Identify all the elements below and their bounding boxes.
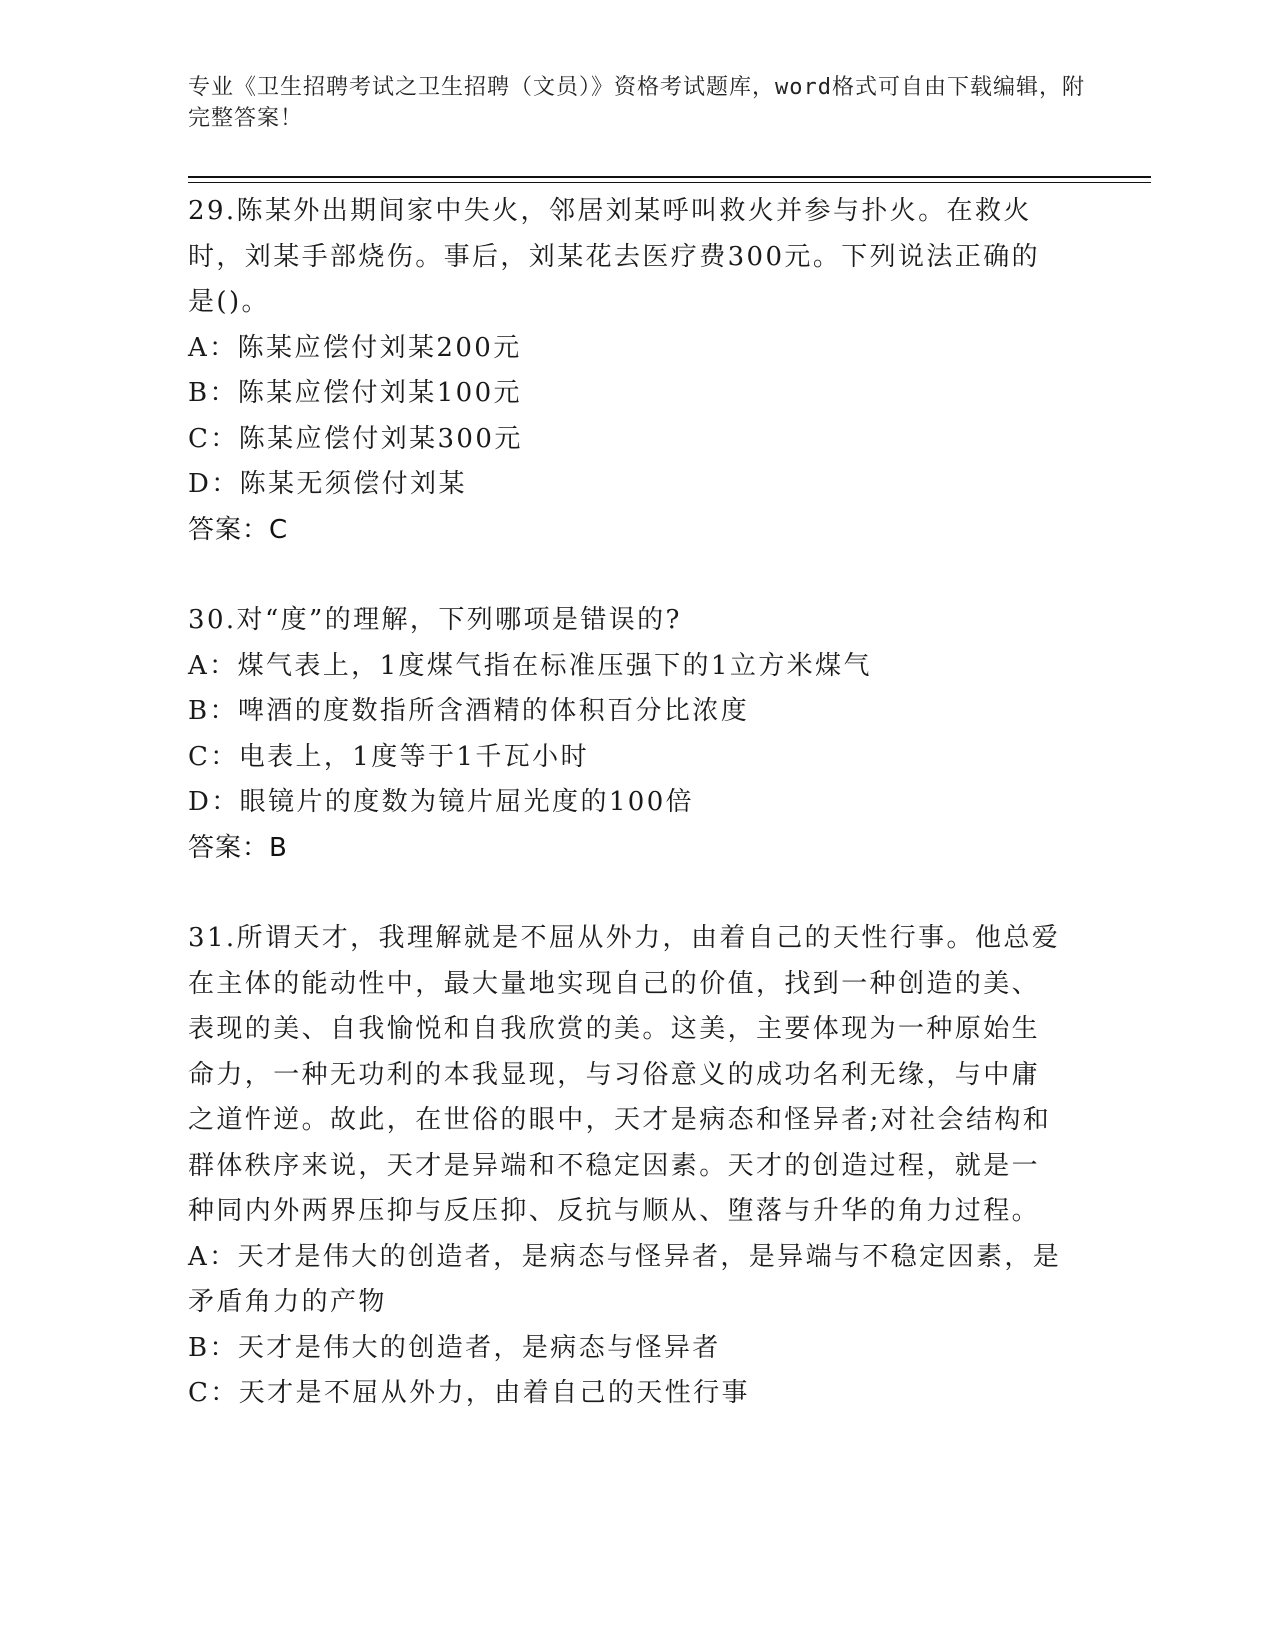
option-a: A：天才是伟大的创造者，是病态与怪异者，是异端与不稳定因素，是矛盾角力的产物 — [188, 1241, 1062, 1317]
option-a: A：陈某应偿付刘某200元 — [188, 332, 522, 363]
answer-label: 答案：C — [188, 514, 289, 545]
option-c: C：天才是不屈从外力，由着自己的天性行事 — [188, 1378, 750, 1408]
option-c: C：陈某应偿付刘某300元 — [188, 423, 523, 454]
option-d: D：眼镜片的度数为镜片屈光度的100倍 — [188, 787, 695, 817]
question-spacer — [188, 871, 1068, 916]
question-29 — [188, 189, 1068, 553]
option-b: B：天才是伟大的创造者，是病态与怪异者 — [188, 1332, 721, 1363]
question-stem: 30.对“度”的理解，下列哪项是错误的? — [188, 605, 682, 635]
question-stem: 29.陈某外出期间家中失火，邻居刘某呼叫救火并参与扑火。在救火时，刘某手部烧伤。事后，刘某花去医疗费300元。下列说法正确的是()。 — [188, 196, 1041, 317]
option-a: A：煤气表上，1度煤气指在标准压强下的1立方米煤气 — [188, 650, 872, 681]
question-31 — [188, 916, 1068, 1417]
header-divider-thin — [188, 182, 1151, 183]
document-header: 专业《卫生招聘考试之卫生招聘（文员）》资格考试题库，word格式可自由下载编辑，附完整答案！ — [188, 75, 1085, 131]
question-spacer — [188, 553, 1068, 598]
question-30 — [188, 598, 1068, 871]
question-stem: 31.所谓天才，我理解就是不屈从外力，由着自己的天性行事。他总爱在主体的能动性中，最大量地实现自己的价值，找到一种创造的美、表现的美、自我愉悦和自我欣赏的美。这美，主要体现为一种原始生命力，一种无功利的本我显现，与习俗意义的成功名利无缘，与中庸之道忤逆。故此，在世俗的眼中，天才是病态和怪异者;对社会结构和群体秩序来说，天才是异端和不稳定因素。天才的创造过程，就是一种同内外两界压抑与反压抑、反抗与顺从、堕落与升华的角力过程。 — [188, 923, 1061, 1226]
question-list — [188, 189, 1068, 1417]
answer-label: 答案：B — [188, 832, 288, 863]
header-divider-thick — [188, 176, 1151, 178]
option-c: C：电表上，1度等于1千瓦小时 — [188, 741, 589, 772]
option-d: D：陈某无须偿付刘某 — [188, 469, 467, 499]
option-b: B：陈某应偿付刘某100元 — [188, 378, 522, 408]
option-b: B：啤酒的度数指所含酒精的体积百分比浓度 — [188, 696, 750, 726]
